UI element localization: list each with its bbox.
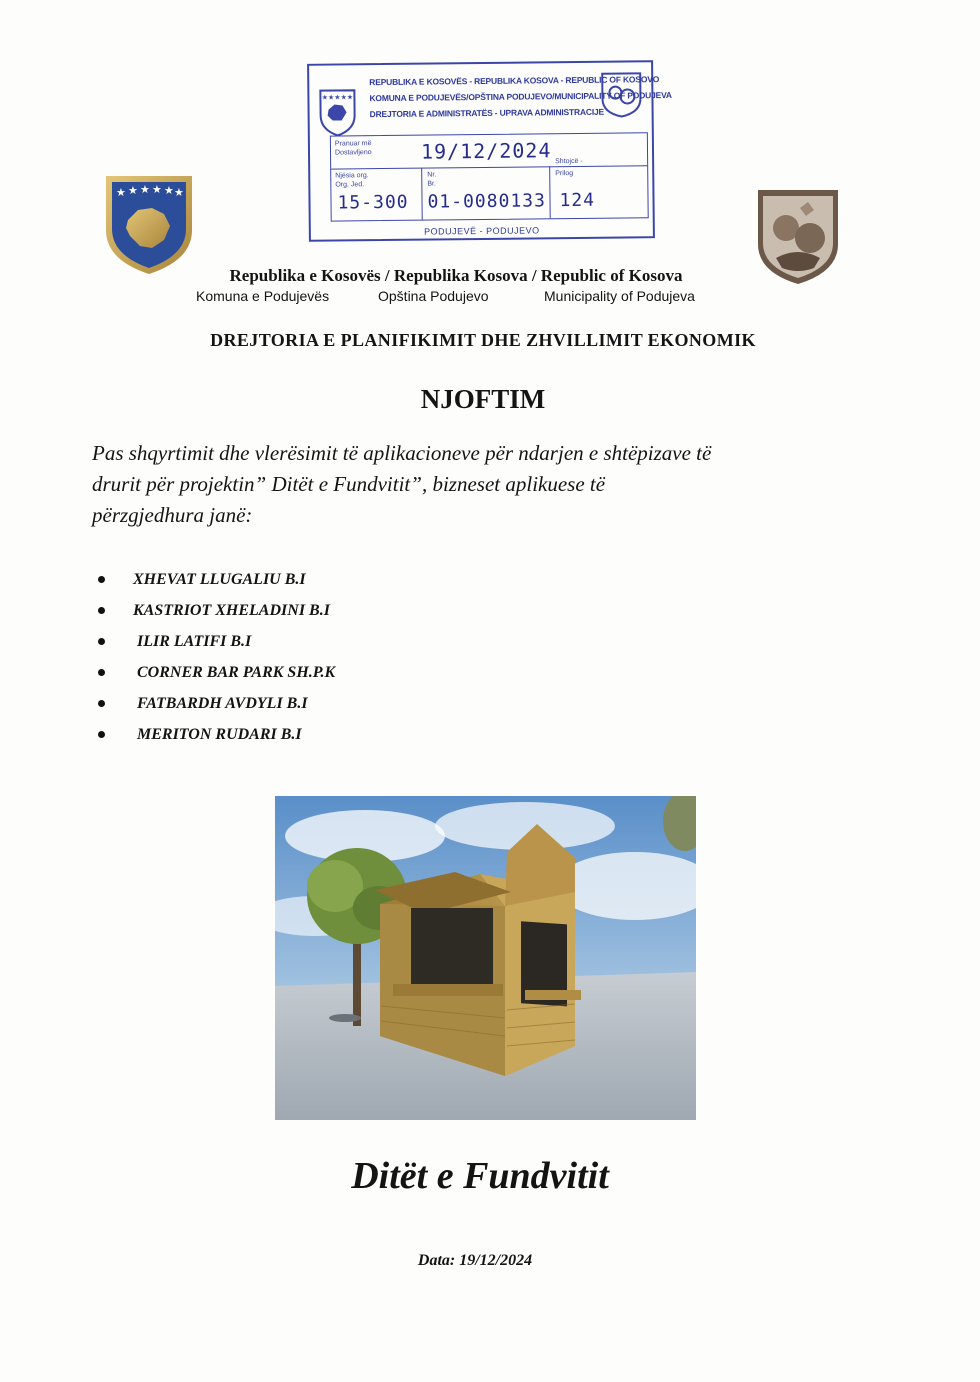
stamp-line-2: KOMUNA E PODUJEVËS/OPŠTINA PODUJEVO/MUNICIPALITY OF PODUJEVA — [369, 89, 672, 104]
municipality-english: Municipality of Podujeva — [544, 288, 695, 304]
received-date: 19/12/2024 — [420, 138, 552, 164]
department-heading: DREJTORIA E PLANIFIKIMIT DHE ZHVILLIMIT EKONOMIK — [210, 330, 756, 350]
attach-label-1: Shtojcë - — [555, 157, 583, 166]
business-name: XHEVAT LLUGALIU B.I — [133, 570, 306, 588]
list-item — [98, 657, 335, 688]
list-item — [98, 595, 335, 626]
republic-heading: Republika e Kosovës / Republika Kosova / Republic of Kosova — [229, 266, 683, 285]
list-item — [98, 719, 335, 750]
stamp-divider — [549, 166, 551, 218]
svg-text:★: ★ — [152, 183, 162, 196]
registration-stamp — [307, 60, 672, 242]
business-name: ILIR LATIFI B.I — [137, 632, 252, 650]
bullet-icon — [98, 700, 105, 707]
received-label-2: Dostavljeno — [334, 149, 372, 157]
date-value: 19/12/2024 — [459, 1252, 533, 1269]
business-name: CORNER BAR PARK SH.P.K — [137, 663, 336, 681]
received-label-1: Pranuar më — [334, 140, 372, 148]
bullet-icon — [98, 638, 105, 645]
bullet-icon — [98, 731, 105, 738]
notice-title: NJOFTIM — [420, 384, 546, 414]
kosovo-coat-of-arms-icon — [104, 172, 194, 276]
paragraph-line: drurit për projektin” Ditët e Fundvitit”, bizneset aplikuese të — [92, 472, 606, 496]
list-item — [98, 688, 335, 719]
municipality-albanian: Komuna e Podujevës — [196, 288, 330, 304]
nr-value: 01-0080133 — [427, 190, 547, 213]
selected-businesses-list — [98, 564, 335, 750]
org-label-2: Org. Jed. — [335, 181, 365, 189]
attach-value: 124 — [559, 189, 596, 212]
stamp-divider — [331, 165, 647, 169]
stamp-line-3: DREJTORIA E ADMINISTRATËS - UPRAVA ADMINISTRACIJE — [369, 106, 605, 120]
kosovo-emblem-icon — [317, 87, 358, 137]
business-name: FATBARDH AVDYLI B.I — [137, 694, 308, 712]
business-name: KASTRIOT XHELADINI B.I — [133, 601, 330, 619]
paragraph-line: Pas shqyrtimit dhe vlerësimit të aplikacioneve për ndarjen e shtëpizave të — [92, 441, 712, 465]
nr-label-1: Nr. — [427, 171, 437, 179]
svg-text:★: ★ — [116, 186, 126, 199]
bullet-icon — [98, 576, 105, 583]
paragraph-line: përzgjedhura janë: — [92, 503, 253, 527]
svg-text:★: ★ — [128, 184, 138, 197]
business-name: MERITON RUDARI B.I — [137, 725, 302, 743]
svg-text:★: ★ — [164, 184, 174, 197]
attach-label-2: Prilog — [555, 170, 574, 178]
org-label-1: Njësia org. — [335, 172, 369, 180]
event-title: Ditët e Fundvitit — [351, 1155, 609, 1197]
stamp-footer: PODUJEVË - PODUJEVO — [424, 225, 540, 237]
stamp-grid — [330, 132, 649, 221]
bullet-icon — [98, 607, 105, 614]
municipality-serbian: Opština Podujevo — [378, 288, 489, 304]
notice-paragraph — [92, 438, 892, 531]
stamp-line-1: REPUBLIKA E KOSOVËS - REPUBLIKA KOSOVA - REPUBLIC OF KOSOVO — [369, 74, 660, 88]
document-date — [0, 1252, 950, 1270]
list-item — [98, 626, 335, 657]
wooden-kiosk-image — [275, 796, 696, 1120]
org-value: 15-300 — [337, 191, 409, 214]
nr-label-2: Br. — [427, 180, 436, 188]
date-label: Data: — [417, 1252, 456, 1269]
svg-text:★★★★★: ★★★★★ — [321, 94, 354, 102]
svg-text:★: ★ — [140, 183, 150, 196]
svg-text:★: ★ — [174, 186, 184, 199]
stamp-divider — [421, 168, 423, 220]
list-item — [98, 564, 335, 595]
bullet-icon — [98, 669, 105, 676]
